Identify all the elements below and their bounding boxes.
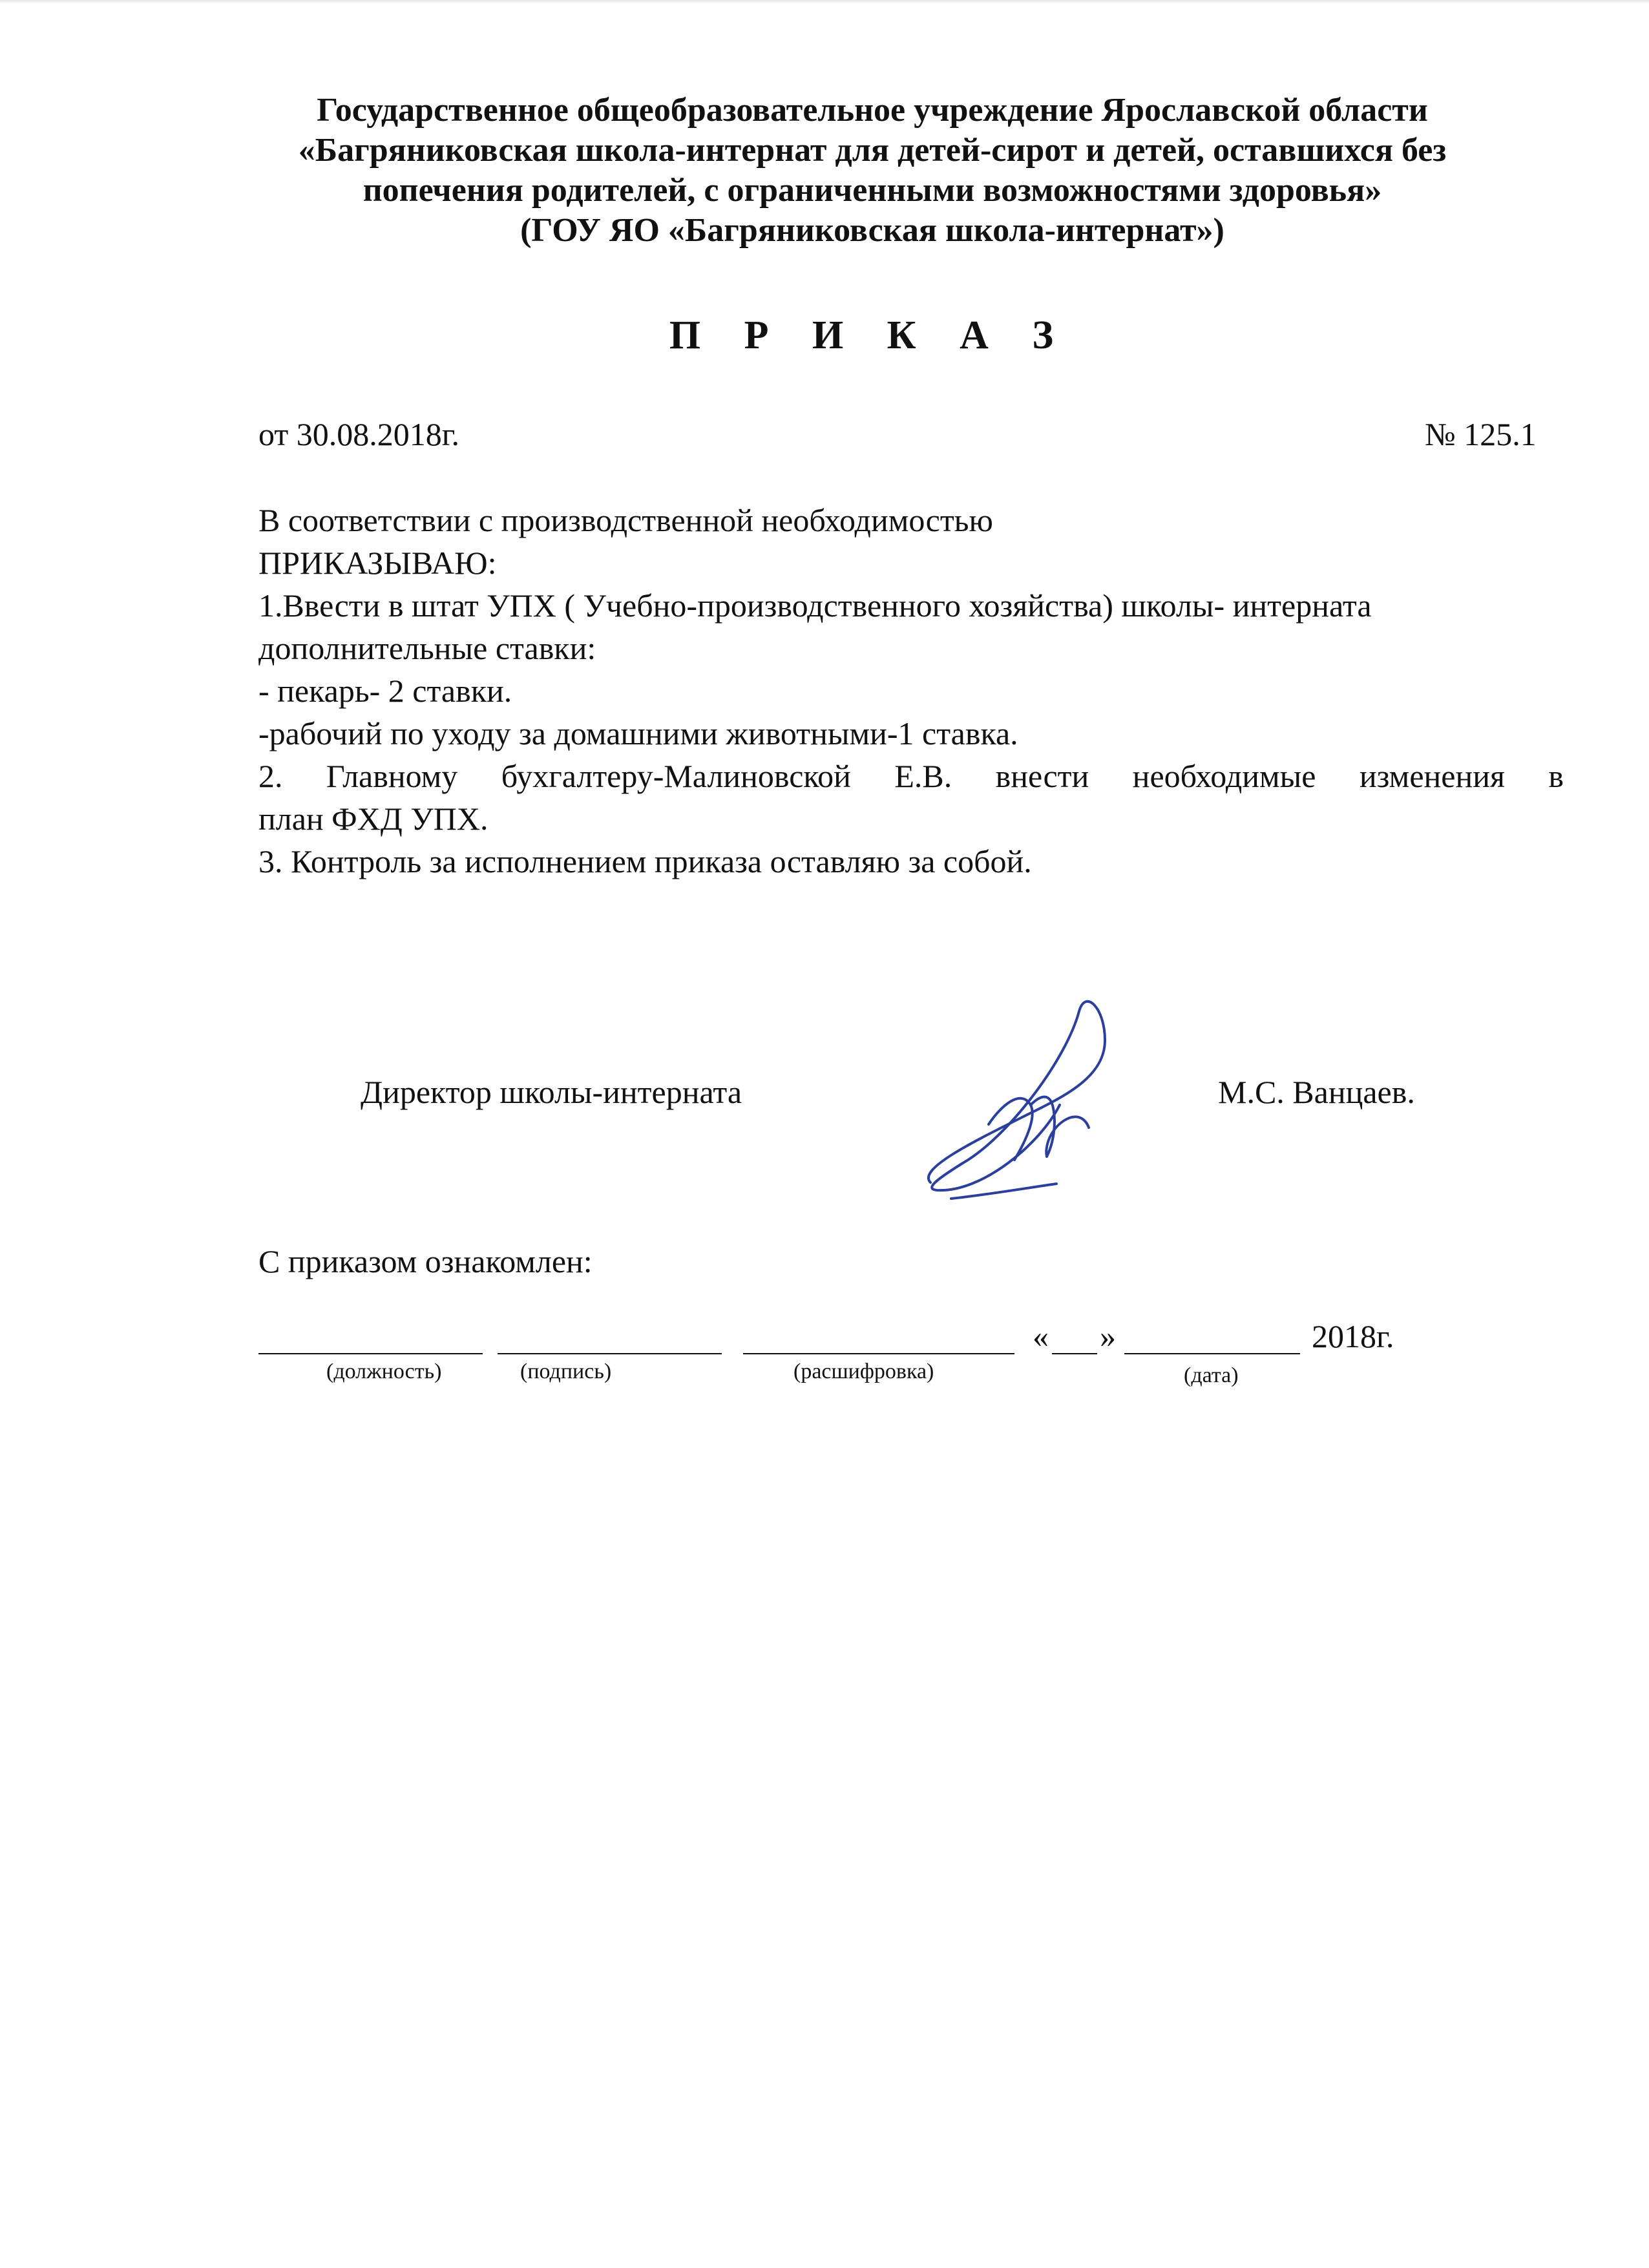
signature-caption: (подпись) <box>520 1360 612 1383</box>
body-line-6: -рабочий по уходу за домашними животными-1 ставка. <box>258 715 1018 751</box>
body-line-2: ПРИКАЗЫВАЮ: <box>258 545 497 581</box>
acquaintance-label: С приказом ознакомлен: <box>258 1243 593 1279</box>
director-name: М.С. Ванцаев. <box>1218 1074 1415 1110</box>
position-caption: (должность) <box>326 1360 442 1383</box>
close-quote: » <box>1100 1318 1116 1354</box>
date-caption: (дата) <box>1184 1363 1239 1387</box>
position-blank-line <box>258 1353 483 1354</box>
order-body <box>258 499 1564 883</box>
handwritten-signature <box>892 950 1195 1254</box>
open-quote: « <box>1033 1318 1049 1354</box>
order-date: от 30.08.2018г. <box>258 416 460 452</box>
director-position: Директор школы-интерната <box>361 1074 742 1110</box>
body-line-4: дополнительные ставки: <box>258 630 596 666</box>
header-line-2: «Багряниковская школа-интернат для детей-сирот и детей, оставшихся без <box>298 132 1447 169</box>
body-line-5: - пекарь- 2 ставки. <box>258 673 512 709</box>
body-line-7: 2. Главному бухгалтеру-Малиновской Е.В. внести необходимые изменения в <box>258 758 1564 794</box>
scan-edge <box>0 0 1649 4</box>
decoding-caption: (расшифровка) <box>793 1360 934 1383</box>
header-line-4: (ГОУ ЯО «Багряниковская школа-интернат») <box>520 212 1224 249</box>
header-line-3: попечения родителей, с ограниченными возможностями здоровья» <box>362 172 1382 209</box>
document-type-title: П Р И К А З <box>669 313 1071 357</box>
signature-blank-line <box>498 1353 722 1354</box>
decoding-blank-line <box>743 1353 1014 1354</box>
month-blank-line <box>1124 1353 1300 1354</box>
order-number: № 125.1 <box>1425 416 1537 452</box>
body-line-3: 1.Ввести в штат УПХ ( Учебно-производственного хозяйства) школы- интерната <box>258 587 1372 624</box>
body-line-1: В соответствии с производственной необходимостью <box>258 502 993 538</box>
header-line-1: Государственное общеобразовательное учреждение Ярославской области <box>317 92 1428 129</box>
organization-header <box>194 90 1551 251</box>
body-line-9: 3. Контроль за исполнением приказа оставляю за собой. <box>258 843 1032 879</box>
body-line-8: план ФХД УПХ. <box>258 801 488 837</box>
day-blank-line <box>1052 1353 1097 1354</box>
year-label: 2018г. <box>1312 1318 1394 1354</box>
